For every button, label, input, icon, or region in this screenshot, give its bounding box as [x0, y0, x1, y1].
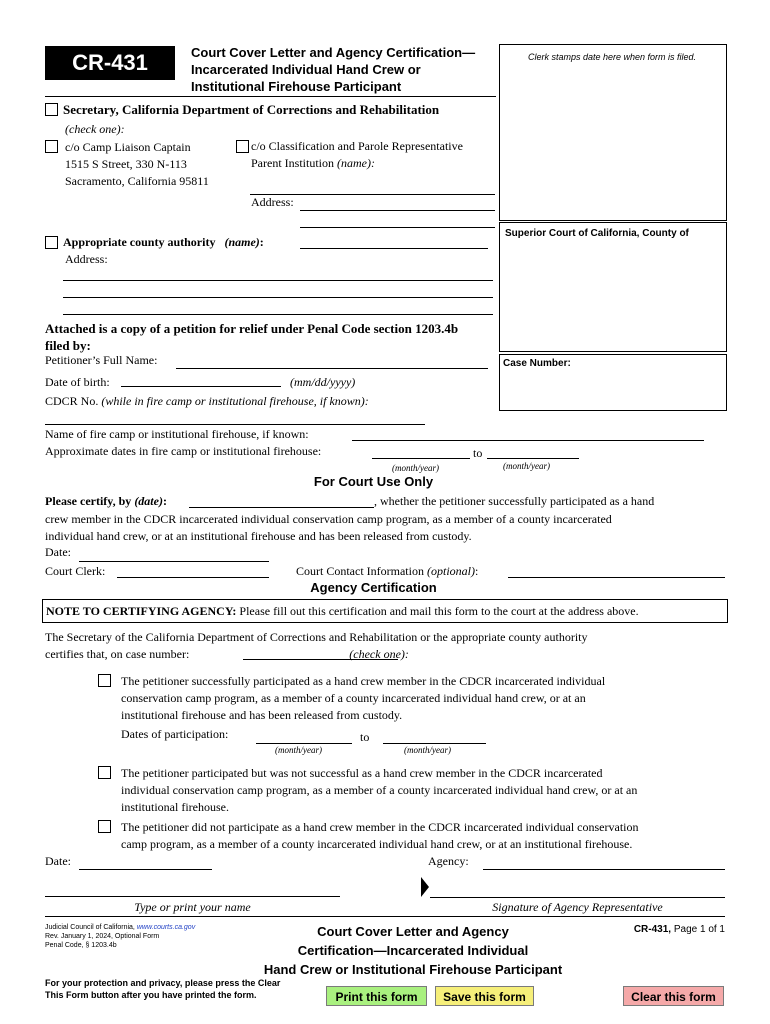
print-name-caption: Type or print your name	[134, 900, 251, 914]
agency-name-field[interactable]	[483, 869, 725, 870]
county-address-field-2[interactable]	[63, 297, 493, 298]
secretary-label: Secretary, California Department of Corrections and Rehabilitation	[63, 102, 440, 117]
court-contact-label: Court Contact Information (optional):	[296, 564, 479, 578]
petitioner-name-field[interactable]	[176, 368, 488, 369]
county-address-field-1[interactable]	[63, 280, 493, 281]
footer-citation: Judicial Council of California, www.courts.ca.gov Rev. January 1, 2024, Optional Form Penal Code, § 1203.4b	[45, 924, 196, 949]
liaison-checkbox[interactable]	[45, 140, 58, 153]
header-rule	[45, 96, 496, 97]
participation-to: to	[360, 730, 370, 744]
footer-page: CR-431, Page 1 of 1	[633, 924, 725, 935]
footer-title: Court Cover Letter and Agency Certification—Incarcerated Individual Hand Crew or Institutional Firehouse Participant	[263, 924, 563, 977]
secretary-checkbox[interactable]	[45, 103, 58, 116]
approx-date-from-field[interactable]	[372, 458, 470, 459]
county-authority-label: Appropriate county authority (name):	[63, 235, 264, 249]
print-name-field[interactable]	[45, 896, 340, 897]
agency-certifies-text: The Secretary of the California Department of Corrections and Rehabilitation or the appropriate county authority certifies that, on case number: (check one):	[45, 630, 588, 661]
approx-date-to-hint: (month/year)	[503, 461, 550, 471]
check-one-label: (check one):	[65, 122, 125, 136]
agency-heading: Agency Certification	[310, 580, 437, 595]
approx-date-to-field[interactable]	[487, 458, 579, 459]
clerk-stamp-box[interactable]	[499, 44, 727, 221]
classification-address-field-2[interactable]	[300, 227, 495, 228]
court-date-label: Date:	[45, 545, 71, 559]
participation-to-hint: (month/year)	[404, 745, 451, 755]
agency-date-field[interactable]	[79, 869, 212, 870]
option-successful-checkbox[interactable]	[98, 674, 111, 687]
camp-name-label: Name of fire camp or institutional firehouse, if known:	[45, 427, 309, 441]
classification-checkbox[interactable]	[236, 140, 249, 153]
certify-rest-text: , whether the petitioner successfully participated as a hand	[374, 494, 655, 508]
participation-to-field[interactable]	[383, 743, 486, 744]
petitioner-name-label: Petitioner’s Full Name:	[45, 353, 158, 367]
dob-field[interactable]	[121, 386, 281, 387]
approx-date-from-hint: (month/year)	[392, 463, 439, 473]
parent-institution-label: Parent Institution (name):	[251, 156, 375, 170]
classification-address-label: Address:	[251, 195, 294, 209]
form-number-badge: CR-431	[45, 46, 175, 80]
approx-dates-label: Approximate dates in fire camp or institutional firehouse:	[45, 444, 322, 458]
signature-arrow-icon	[421, 877, 429, 897]
form-title: Court Cover Letter and Agency Certification— Incarcerated Individual Hand Crew or Institutional Firehouse Participant	[191, 45, 476, 94]
county-name-field[interactable]	[300, 248, 488, 249]
dob-label: Date of birth:	[45, 375, 110, 389]
agency-note-box: NOTE TO CERTIFYING AGENCY: Please fill out this certification and mail this form to the court at the address above.	[42, 599, 728, 623]
agency-name-label: Agency:	[428, 854, 469, 868]
please-certify-text: Please certify, by (date):	[45, 494, 167, 508]
signature-field[interactable]	[430, 897, 725, 898]
option-not-participated-text: The petitioner did not participate as a hand crew member in the CDCR incarcerated individual conservation camp program, as a member of a county incarcerated individual hand crew, or at an institutional firehouse.	[121, 820, 639, 851]
clerk-stamp-note: Clerk stamps date here when form is filed.	[527, 52, 697, 62]
print-form-button[interactable]: Print this form	[326, 986, 427, 1006]
participation-from-field[interactable]	[256, 743, 352, 744]
courts-link[interactable]: www.courts.ca.gov	[136, 924, 196, 931]
option-unsuccessful-checkbox[interactable]	[98, 766, 111, 779]
dates-participation-label: Dates of participation:	[121, 727, 229, 741]
cdcr-label: CDCR No. (while in fire camp or institutional firehouse, if known):	[45, 394, 369, 408]
option-unsuccessful-text: The petitioner participated but was not successful as a hand crew member in the CDCR incarcerated individual conservation camp program, as a member of a county incarcerated individual hand crew, or at an institutional firehouse.	[121, 766, 638, 814]
court-use-heading: For Court Use Only	[313, 474, 434, 489]
court-clerk-field[interactable]	[117, 577, 269, 578]
county-address-label: Address:	[65, 252, 108, 266]
agency-case-number-field[interactable]	[243, 659, 398, 660]
footer-rule	[45, 916, 725, 917]
participation-from-hint: (month/year)	[275, 745, 322, 755]
clear-form-button[interactable]: Clear this form	[623, 986, 724, 1006]
classification-address-field-1[interactable]	[300, 210, 495, 211]
case-number-label: Case Number:	[503, 358, 571, 369]
county-address-field-3[interactable]	[63, 314, 493, 315]
approx-dates-to: to	[473, 446, 483, 460]
privacy-note: For your protection and privacy, please press the Clear This Form button after you have printed the form.	[45, 978, 281, 1000]
court-date-field[interactable]	[79, 561, 269, 562]
save-form-button[interactable]: Save this form	[435, 986, 534, 1006]
attached-petition-text: Attached is a copy of a petition for relief under Penal Code section 1203.4b filed by:	[45, 321, 459, 353]
superior-court-box[interactable]	[499, 222, 727, 352]
certify-body-text: crew member in the CDCR incarcerated individual conservation camp program, as a member of a county incarcerated individual hand crew, or at an institutional firehouse and has been released from custody.	[45, 512, 612, 543]
superior-court-label: Superior Court of California, County of	[505, 228, 689, 239]
county-authority-checkbox[interactable]	[45, 236, 58, 249]
dob-format-hint: (mm/dd/yyyy)	[290, 375, 356, 389]
camp-name-field[interactable]	[352, 440, 704, 441]
classification-label: c/o Classification and Parole Representative	[251, 139, 463, 153]
certify-date-field[interactable]	[189, 507, 374, 508]
signature-caption: Signature of Agency Representative	[492, 900, 663, 914]
cdcr-field[interactable]	[45, 424, 425, 425]
liaison-address: c/o Camp Liaison Captain 1515 S Street, 330 N-113 Sacramento, California 95811	[65, 140, 209, 188]
option-successful-text: The petitioner successfully participated as a hand crew member in the CDCR incarcerated individual conservation camp program, as a member of a county incarcerated individual hand crew, or at an institutional firehouse and has been released from custody.	[121, 674, 606, 722]
agency-date-label: Date:	[45, 854, 71, 868]
court-clerk-label: Court Clerk:	[45, 564, 106, 578]
court-contact-field[interactable]	[508, 577, 725, 578]
option-not-participated-checkbox[interactable]	[98, 820, 111, 833]
